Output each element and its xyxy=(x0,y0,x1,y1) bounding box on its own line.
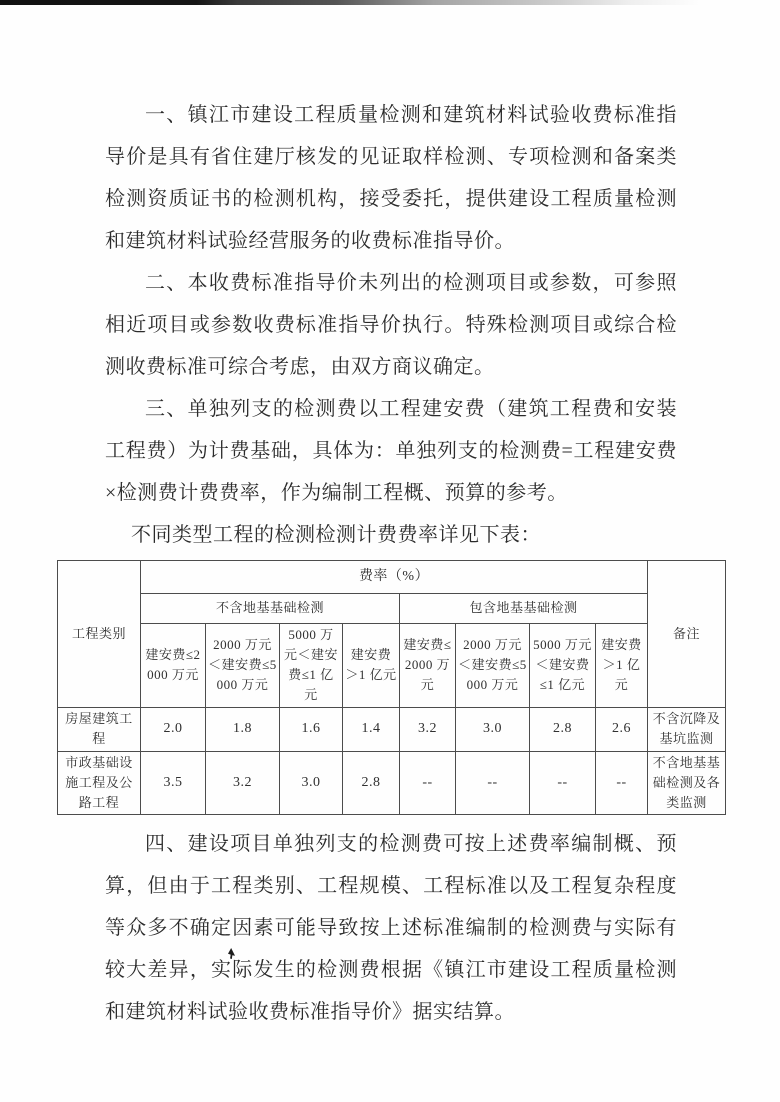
rate-value: 3.0 xyxy=(456,707,530,751)
rate-value: 3.0 xyxy=(280,751,343,814)
table-range-header: 2000 万元＜建安费≤5000 万元 xyxy=(456,624,530,708)
table-remark-header: 备注 xyxy=(648,561,726,708)
rate-value: -- xyxy=(456,751,530,814)
table-range-header: 5000 万元＜建安费≤1 亿元 xyxy=(530,624,596,708)
rate-value: 1.4 xyxy=(343,707,400,751)
table-row xyxy=(58,707,726,751)
table-rate-header: 费率（%） xyxy=(141,561,648,594)
rate-value: 3.5 xyxy=(141,751,206,814)
paragraph-2: 二、本收费标准指导价未列出的检测项目或参数，可参照相近项目或参数收费标准指导价执行。特殊检测项目或综合检测收费标准可综合考虑，由双方商议确定。 xyxy=(105,272,677,378)
rate-value: 3.2 xyxy=(400,707,456,751)
rate-value: 2.8 xyxy=(530,707,596,751)
paragraph-1: 一、镇江市建设工程质量检测和建筑材料试验收费标准指导价是具有省住建厅核发的见证取样检测、专项检测和备案类检测资质证书的检测机构，接受委托，提供建设工程质量检测和建筑材料试验经营服务的收费标准指导价。 xyxy=(105,104,677,252)
rate-value: 2.8 xyxy=(343,751,400,814)
fee-rate-table xyxy=(57,560,726,815)
row-category: 房屋建筑工程 xyxy=(58,707,141,751)
table-range-header: 5000 万元＜建安费≤1 亿元 xyxy=(280,624,343,708)
row-remark: 不含地基基础检测及各类监测 xyxy=(648,751,726,814)
table-range-header: 建安费≤2000 万元 xyxy=(400,624,456,708)
rate-value: 1.8 xyxy=(206,707,280,751)
scan-edge-shadow xyxy=(0,0,700,5)
rate-value: -- xyxy=(596,751,648,814)
row-category: 市政基础设施工程及公路工程 xyxy=(58,751,141,814)
table-range-header: 建安费＞1 亿元 xyxy=(596,624,648,708)
table-range-header: 2000 万元＜建安费≤5000 万元 xyxy=(206,624,280,708)
table-lead-in: 不同类型工程的检测检测计费费率详见下表： xyxy=(131,524,541,546)
table-range-header: 建安费≤2000 万元 xyxy=(141,624,206,708)
rate-value: 1.6 xyxy=(280,707,343,751)
paragraph-3: 三、单独列支的检测费以工程建安费（建筑工程费和安装工程费）为计费基础，具体为：单独列支的检测费=工程建安费×检测费计费费率，作为编制工程概、预算的参考。 xyxy=(105,398,677,504)
table-corner-header: 工程类别 xyxy=(58,561,141,708)
row-remark: 不含沉降及基坑监测 xyxy=(648,707,726,751)
rate-value: -- xyxy=(400,751,456,814)
table-row xyxy=(58,751,726,814)
document-body xyxy=(65,94,721,1033)
rate-value: 3.2 xyxy=(206,751,280,814)
rate-value: 2.6 xyxy=(596,707,648,751)
rate-value: 2.0 xyxy=(141,707,206,751)
table-range-header: 建安费＞1 亿元 xyxy=(343,624,400,708)
paragraph-4: 四、建设项目单独列支的检测费可按上述费率编制概、预算，但由于工程类别、工程规模、工程标准以及工程复杂程度等众多不确定因素可能导致按上述标准编制的检测费与实际有较大差异，实际发生的检测费根据《镇江市建设工程质量检测和建筑材料试验收费标准指导价》据实结算。 xyxy=(105,832,677,1023)
table-group-header-excl: 不含地基基础检测 xyxy=(141,594,400,624)
rate-value: -- xyxy=(530,751,596,814)
table-group-header-incl: 包含地基基础检测 xyxy=(400,594,648,624)
